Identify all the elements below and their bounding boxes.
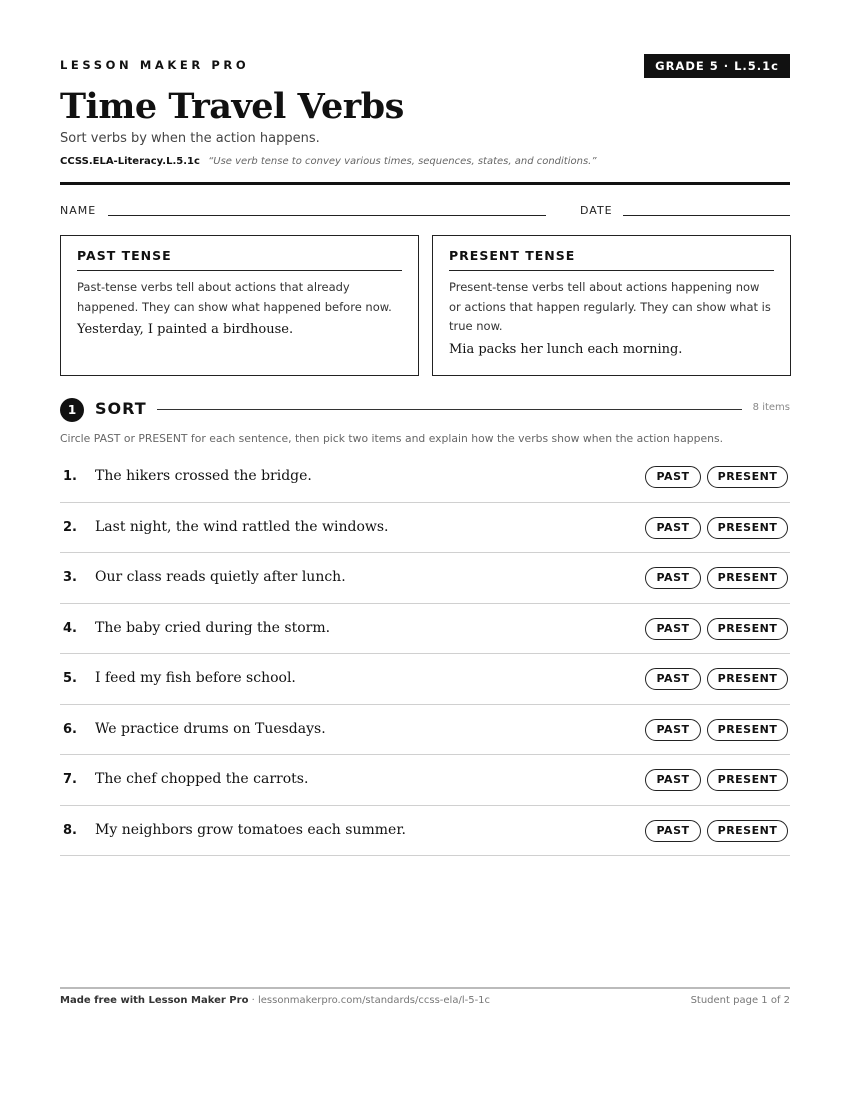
item-count: 8 items [752, 402, 790, 413]
item-number: 7. [63, 772, 77, 787]
section-divider [157, 409, 742, 410]
item-sentence: The baby cried during the storm. [95, 619, 331, 636]
list-item [60, 604, 790, 655]
date-label: DATE [580, 204, 613, 217]
past-option-button[interactable]: PAST [645, 618, 701, 640]
present-option-button[interactable]: PRESENT [707, 820, 788, 842]
standard-quote: “Use verb tense to convey various times, sequences, states, and conditions.” [208, 156, 597, 167]
item-number: 1. [63, 469, 77, 484]
brand-name: LESSON MAKER PRO [60, 58, 250, 72]
list-item [60, 452, 790, 503]
present-option-button[interactable]: PRESENT [707, 567, 788, 589]
standard-line [60, 156, 597, 167]
footer-credit [60, 995, 490, 1006]
item-sentence: Our class reads quietly after lunch. [95, 569, 346, 585]
past-option-button[interactable]: PAST [645, 668, 701, 690]
past-tense-description: Past-tense verbs tell about actions that already happened. They can show what happened before now. [77, 280, 392, 314]
name-label: NAME [60, 204, 97, 217]
present-tense-box [432, 235, 791, 376]
item-number: 8. [63, 822, 77, 838]
past-tense-box [60, 235, 419, 376]
list-item [60, 553, 790, 604]
item-sentence: We practice drums on Tuesdays. [95, 720, 326, 737]
name-date-row [60, 204, 790, 218]
section-number-badge: 1 [60, 398, 84, 422]
past-option-button[interactable]: PAST [645, 466, 701, 488]
list-item [60, 755, 790, 806]
past-option-button[interactable]: PAST [645, 517, 701, 539]
past-option-button[interactable]: PAST [645, 820, 701, 842]
past-option-button[interactable]: PAST [645, 719, 701, 741]
section-instructions: Circle PAST or PRESENT for each sentence, then pick two items and explain how the verbs show when the action happens. [60, 432, 723, 445]
standard-code: CCSS.ELA-Literacy.L.5.1c [60, 156, 200, 167]
past-option-button[interactable]: PAST [645, 567, 701, 589]
past-tense-title: PAST TENSE [77, 248, 402, 271]
item-sentence: The hikers crossed the bridge. [95, 468, 312, 484]
name-field[interactable] [108, 215, 546, 216]
item-list [60, 452, 790, 856]
present-option-button[interactable]: PRESENT [707, 466, 788, 488]
section-header [60, 397, 790, 421]
present-option-button[interactable]: PRESENT [707, 769, 788, 791]
list-item [60, 654, 790, 705]
present-tense-description: Present-tense verbs tell about actions happening now or actions that happen regularly. They can show what is true now. [449, 280, 771, 333]
footer-page-number: Student page 1 of 2 [690, 995, 790, 1006]
present-tense-example: Mia packs her lunch each morning. [449, 341, 683, 357]
item-number: 2. [63, 519, 77, 535]
past-option-button[interactable]: PAST [645, 769, 701, 791]
item-sentence: The chef chopped the carrots. [95, 771, 309, 787]
worksheet-page [60, 0, 790, 1100]
page-title: Time Travel Verbs [60, 86, 404, 127]
item-sentence: I feed my fish before school. [95, 670, 296, 686]
present-option-button[interactable]: PRESENT [707, 719, 788, 741]
date-field[interactable] [623, 215, 790, 216]
page-subtitle: Sort verbs by when the action happens. [60, 131, 320, 146]
item-sentence: My neighbors grow tomatoes each summer. [95, 821, 406, 838]
past-tense-example: Yesterday, I painted a birdhouse. [77, 322, 294, 337]
item-sentence: Last night, the wind rattled the windows. [95, 518, 389, 535]
item-number: 3. [63, 570, 77, 585]
present-option-button[interactable]: PRESENT [707, 517, 788, 539]
item-number: 4. [63, 620, 77, 636]
list-item [60, 503, 790, 554]
item-number: 5. [63, 671, 77, 686]
item-number: 6. [63, 721, 77, 737]
list-item [60, 806, 790, 857]
present-option-button[interactable]: PRESENT [707, 618, 788, 640]
present-tense-title: PRESENT TENSE [449, 248, 774, 271]
footer-made-with: Made free with Lesson Maker Pro [60, 995, 249, 1006]
section-title: SORT [95, 399, 147, 418]
grade-badge: GRADE 5 · L.5.1c [644, 54, 790, 78]
footer-url[interactable]: · lessonmakerpro.com/standards/ccss-ela/l-5-1c [248, 995, 491, 1006]
present-option-button[interactable]: PRESENT [707, 668, 788, 690]
header-divider [60, 182, 790, 185]
footer-divider [60, 987, 790, 989]
list-item [60, 705, 790, 756]
